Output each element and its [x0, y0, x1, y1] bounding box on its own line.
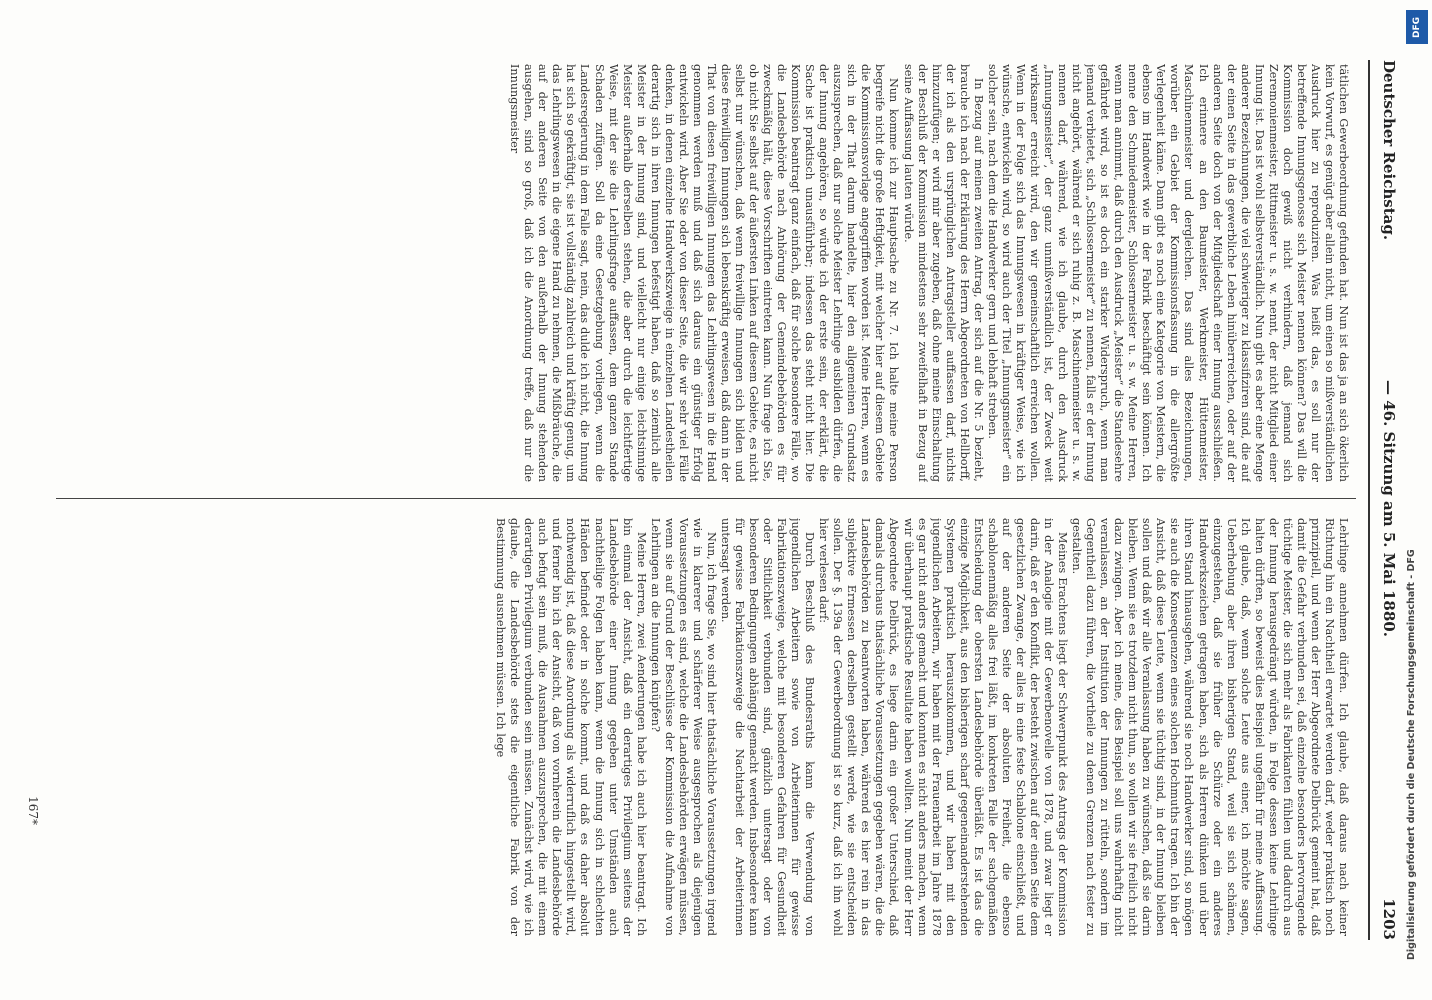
paragraph: tätlichen Gewerbeordnung gefunden hat. Nun ist das ja an sich ökerlich kein Vorwurf, es genügt aber allein nicht, um einen so mißverständlichen Ausdruck hier zu reproduziren. Was heißt das, es soll nur der betreffende Innungsgenosse sich Meister nennen können? Das will die Kommission doch gewiß nicht verhindern, daß jemand sich Zeremonienmeister, Rittmeister u. s. w. nennt, der nicht Mitglied einer Innung ist. Das ist wohl selbstverständlich. Nun gibt es aber eine Menge anderer Bezeichnungen, die viel schwieriger zu klassifiziren sind, die auf der einen Seite in das gewerbliche Leben hinüberreichen, oder auf der anderen Seite doch von der Mitgliedschaft einer Innung ausschließen. Ich erinnere an den Baumeister, Werkmeister, Hüttenmeister, Maschinenmeister und dergleichen. Das sind alles Bezeichnungen, worüber ein Gebiet der Kommissionsfassung in die allergrößte Verlegenheit käme. Dann gibt es noch eine Kategorie von Meistern, die ebenso im Handwerk wie in der Fabrik beschäftigt sein können. Ich nenne den Schmiedemeister, Schlossermeister u. s. w. Meine Herren, wenn man annimmt, daß durch den Ausdruck „Meister“ die Standesehre gefährdet wird, so ist es doch ein starker Widerspruch, wenn man jemand verbietet, sich „Schlossermeister“ zu nennen, falls er der Innung nicht angehört, während er sich ruhig z. B. Maschinenmeister u. s. w. nennen darf, während, wie ich glaube, durch den Ausdruck „Innungsmeister“, der ganz unmißverständlich ist, der Zweck weit wirksamer erreicht wird, den wir gemeinschaftlich erreichen wollen. Wenn in der Folge sich das Innungswesen in kräftiger Weise, wie ich wünsche, entwickeln wird, so wird auch der Titel „Innungsmeister“ ein solcher sein, nach dem die Handwerker gern und lebhaft streben.: [985, 64, 1350, 482]
text-column-left: [50, 64, 1350, 482]
paragraph: Nun, ich frage Sie, wo sind hier thatsächliche Voraussetzungen irgend wie in klarerer und schärferer Weise ausgesprochen als diejenigen Voraussetzungen es sind, welche die Landesbehörden erwägen müssen, wenn sie auf Grund der Beschlüsse der Kommission die Aufnahme von Lehrlingen an die Innungen knüpfen?: [648, 518, 718, 936]
text-column-right: [50, 518, 1350, 936]
paragraph: Meine Herren, zwei Aenderungen habe ich auch hier beantragt. Ich bin einmal der Ansicht, daß ein derartiges Privilegium seitens der Landesbehörde einer Innung gegeben unter Umständen auch nachtheilige Folgen haben kann, wenn die Innung sich in schlechten Händen befindet oder in solche kommt, und daß es daher absolut nothwendig ist, daß diese Anordnung als widerruflich hingestellt wird, und ferner bin ich der Ansicht, daß von vornherein die Landesbehörde auch befugt sein muß, die Ausnahmen auszusprechen, die mit einem derartigen Privilegium verbunden sein müssen. Zunächst wird, wie ich glaube, die Landesbehörde stets die eigentliche Fabrik von der Bestimmung ausnehmen müssen. Ich lege: [494, 518, 648, 936]
digitization-note: Digitalisierung gefördert durch die Deutsche Forschungsgemeinschaft - DFG: [1406, 549, 1417, 960]
paragraph: Meines Erachtens liegt der Schwerpunkt des Antrags der Kommission in der Analogie mit der Gewerbenovelle von 1878, und zwar liegt er darin, daß er den Konflikt, der besteht zwischen auf der einen Seite dem gesetzlichen Zwange, der alles in eine feste Schablone einschließt, und auf der anderen Seite der absoluten Freiheit, die ebenso schablonenmäßig alles frei läßt, im konkreten Falle der sachgemäßen Entscheidung der obersten Landesbehörde überläßt. Es ist das die einzige Möglichkeit, aus den bisherigen scharf gegeneinanderstehenden Systemen praktisch herauszukommen, und wir haben mit den jugendlichen Arbeitern, wir haben mit der Frauenarbeit im Jahre 1878 es gar nicht anders gemacht und konnten es nicht anders machen, wenn wir überhaupt praktische Resultate haben wollten. Nun meint der Herr Abgeordnete Delbrück, es liege darin ein großer Unterschied, daß damals durchaus thatsächliche Voraussetzungen gegeben wären, die die Landesbehörden zu beantworten haben, während es hier rein in das subjektive Ermessen derselben gestellt werde, wie sie entscheiden sollen. Der §. 139a der Gewerbeordnung ist so kurz, daß ich ihn wohl hier verlesen darf:: [817, 518, 1070, 936]
page-number: 1203: [1380, 898, 1398, 940]
dfg-logo: DFG: [1406, 10, 1428, 44]
column-divider: [56, 498, 1356, 499]
paragraph: In Bezug auf meinen zweiten Antrag, der sich auf die Nr. 5 bezieht, brauche ich nach der Erklärung des Herrn Abgeordneten von Hellborff, der ich als den ursprünglichen Antragsteller auffassen darf, nichts hinzuzufügen; er wird mir aber zugeben, daß ohne meine Einschaltung der Beschluß der Kommission mindestens sehr zweifelhaft in Bezug auf seine Auffassung lauten würde.: [901, 64, 985, 482]
paragraph: Lehrlinge annehmen dürfen. Ich glaube, daß daraus nach keiner Richtung hin ein Nachtheil erwartet werden darf, weder praktisch noch prinzipiell, und wenn der Herr Abgeordnete Delbrück gemeint hat, daß damit die Gefahr verbunden sei, daß einzelne besonders hervorragende tüchtige Meister, die sich mehr als Fabrikanten fühlen und dadurch aus der Innung herausgedrängt würden, in Folge dessen keine Lehrlinge halten dürften, so beweist dies Beispiel ungefähr für meine Auffassung. Ich glaube, daß, wenn solche Leute aus einer, ich möchte sagen, Ueberhebung aber ihren bisherigen Stand, weil sie sich schämen, einzugestehen, daß sie früher die Schürze oder ein anderes Handwerkszeichen getragen haben, sich als Herren dünken und über ihren Stand hinausgehen, während sie noch Handwerker sind, so mögen sie auch die Konsequenzen eines solchen Hochmuths tragen. Ich bin der Ansicht, daß diese Leute, wenn sie tüchtig sind, in der Innung bleiben sollen und daß wir alle Veranlassung haben zu wünschen, daß sie darin bleiben. Wenn sie es trotzdem nicht thun, so wollen wir sie freilich nicht dazu zwingen. Aber ich meine, dies Beispiel soll uns wahrhaftig nicht veranlassen, an der Institution der Innungen zu rütteln, sondern im Gegentheil dazu führen, die Vortheile zu denen Grenzen nach fester zu gestalten.: [1070, 518, 1350, 936]
quoted-paragraph: Durch Beschluß des Bundesraths kann die Verwendung von jugendlichen Arbeitern sowie von Arbeiterinnen für gewisse Fabrikationszweige, welche mit besonderen Gefahren für Gesundheit oder Sittlichkeit verbunden sind, gänzlich untersagt oder von besonderen Bedingungen abhängig gemacht werden. Insbesondere kann für gewisse Fabrikationszweige die Nachtarbeit der Arbeiterinnen untersagt werden.: [718, 518, 817, 936]
running-head-left: Deutscher Reichstag.: [1380, 60, 1398, 241]
paragraph: Nun komme ich zur Hauptsache zu Nr. 7. Ich halte meine Person begreife nicht die große Heftigkeit, mit welcher hier auf diesem Gebiete die Kommissionsvorlage angegriffen worden ist. Meine Herren, wenn es sich in der That darum handelte, hier den allgemeinen Grundsatz auszusprechen, daß nur solche Meister Lehrlinge ausbilden dürfen, die der Innung angehören, so würde ich der erste sein, der erklärt, die Sache ist praktisch unausführbar; indessen das steht nicht hier. Die Kommission beantragt ganz einfach, daß für solche besondere Fälle, wo die Landesbehörde nach Anhörung der Gemeindebehörden es für zweckmäßig hält, diese Vorschriften eintreten kann. Nun frage ich Sie, ob nicht Sie selbst auf der äußersten Linken auf diesem Gebiete, es nicht selbst nur wünschen, daß wenn freiwillige Innungen sich bilden und diese freiwilligen Innungen sich lebenskräftig erweisen, daß dann in der That von diesen freiwilligen Innungen das Lehrlingswesen in die Hand genommen werden muß und daß sich daraus ein günstiger Erfolg entwickeln wird. Aber Sie oder von dieser Seite, die wir sehr viel Fälle denken, in denen einzelne Handwerkszweige in einzelnen Landestheilen derartig sich in ihren Innungen befestigt haben, daß so ziemlich alle Meister in der Innung sind, und vielleicht nur einige leichtsinnige Meister außerhalb derselben stehen, die aber durch die leichtfertige Weise, mit der sie die Lehrlingsfrage auffassen, dem ganzen Stande Schaden zufügen. Soll da eine Gesetzgebung vorliegen, wenn die Landesregierung in dem Falle sagt, nein, das dulde ich nicht, die Innung hat sich so gekräftigt, sie ist vollständig zahlreich und kräftig genug, um das Lehrlingswesen in die eigene Hand zu nehmen, die Mißbräuche, die auf der anderen Seite von den außerhalb der Innung stehenden ausgehen, sind so groß, daß ich die Anordnung treffe, daß nur die Innungsmeister: [508, 64, 901, 482]
running-head-session: — 46. Sitzung am 5. Mai 1880.: [1380, 380, 1398, 637]
header-rule: [1368, 60, 1370, 940]
signature-mark: 167*: [26, 796, 40, 825]
